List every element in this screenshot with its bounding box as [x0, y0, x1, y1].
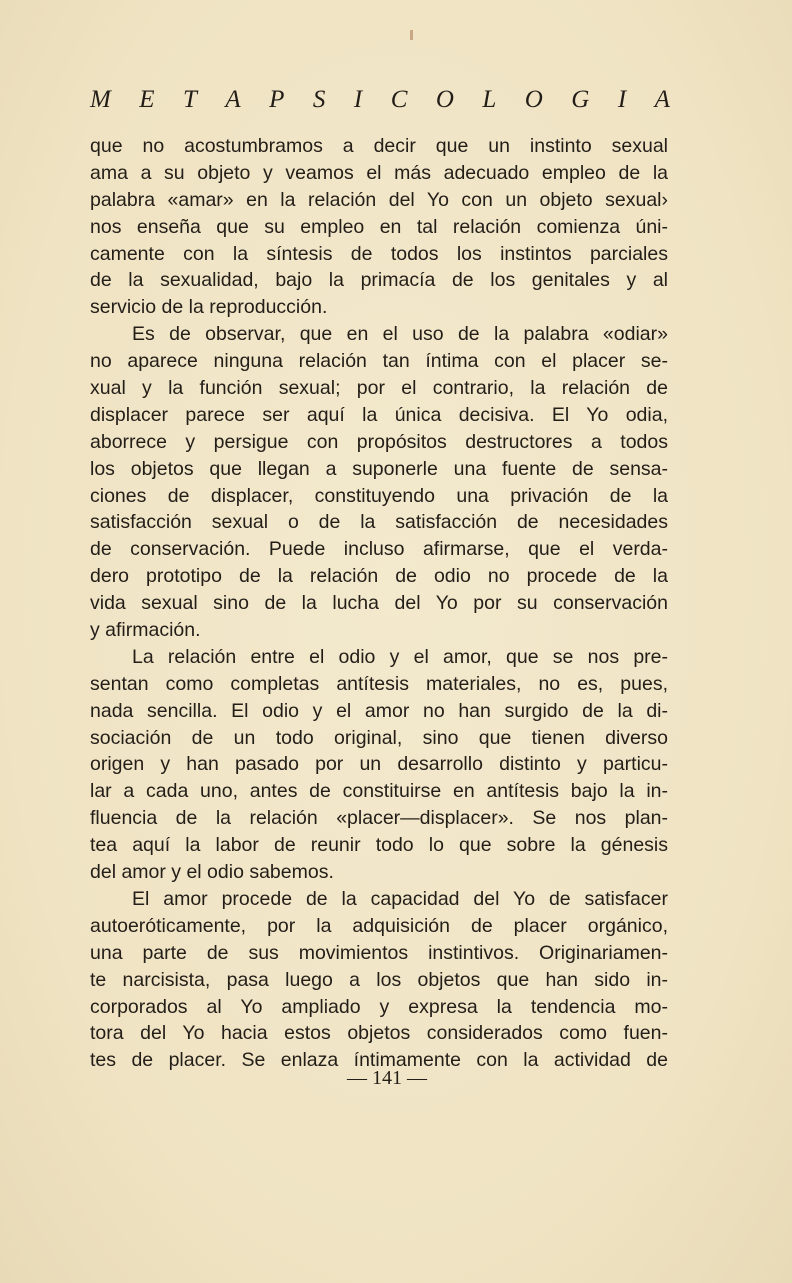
running-head-letter: S [312, 86, 326, 113]
running-head-letter: A [654, 86, 670, 113]
running-head [90, 86, 670, 114]
text-line: aborrece y persigue con propósitos destructores a todos [90, 430, 668, 453]
text-line: camente con la síntesis de todos los instintos parciales [90, 242, 668, 265]
text-line: no aparece ninguna relación tan íntima con el placer se- [90, 350, 668, 373]
body-text [90, 133, 668, 1074]
running-head-letter: E [139, 86, 155, 113]
running-head-letter: C [390, 86, 408, 113]
running-head-letter: T [183, 86, 197, 113]
text-line: sentan como completas antítesis materiales, no es, pues, [90, 672, 668, 695]
paragraph-first-line: El amor procede de la capacidad del Yo de satisfacer [132, 887, 668, 910]
text-line: los objetos que llegan a suponerle una fuente de sensa- [90, 457, 668, 480]
running-head-letter: I [617, 86, 627, 113]
text-line: de conservación. Puede incluso afirmarse, que el verda- [90, 538, 668, 561]
running-head-letter: P [269, 86, 285, 113]
text-line: lar a cada uno, antes de constituirse en antítesis bajo la in- [90, 780, 668, 803]
text-line: dero prototipo de la relación de odio no procede de la [90, 565, 668, 588]
running-head-letter: M [90, 86, 111, 113]
text-line: una parte de sus movimientos instintivos. Originariamen- [90, 941, 668, 964]
text-line: de la sexualidad, bajo la primacía de los genitales y al [90, 269, 668, 292]
text-line: fluencia de la relación «placer—displacer». Se nos plan- [90, 807, 668, 830]
text-line: que no acostumbramos a decir que un instinto sexual [90, 135, 668, 157]
page-number: — 141 — [347, 1067, 427, 1089]
text-line: del amor y el odio sabemos. [90, 861, 334, 884]
text-line: ama a su objeto y veamos el más adecuado empleo de la [90, 161, 668, 184]
paper-speck [410, 30, 413, 40]
text-line: displacer parece ser aquí la única decisiva. El Yo odia, [90, 403, 668, 426]
running-head-letter: I [353, 86, 363, 113]
running-head-letter: A [225, 86, 241, 113]
running-head-letter: O [435, 86, 454, 113]
text-line: te narcisista, pasa luego a los objetos que han sido in- [90, 968, 668, 991]
running-head-letter: G [571, 86, 590, 113]
text-line: xual y la función sexual; por el contrario, la relación de [90, 377, 668, 400]
running-head-letter: L [482, 86, 497, 113]
text-line: autoeróticamente, por la adquisición de placer orgánico, [90, 914, 668, 937]
text-line: tea aquí la labor de reunir todo lo que sobre la génesis [90, 834, 668, 857]
text-line: origen y han pasado por un desarrollo distinto y particu- [90, 753, 668, 776]
text-line: nos enseña que su empleo en tal relación comienza úni- [90, 215, 668, 238]
text-line: nada sencilla. El odio y el amor no han surgido de la di- [90, 699, 668, 722]
paragraph-first-line: La relación entre el odio y el amor, que se nos pre- [132, 645, 668, 668]
text-line: palabra «amar» en la relación del Yo con un objeto sexual› [90, 188, 668, 211]
text-line: corporados al Yo ampliado y expresa la tendencia mo- [90, 995, 668, 1018]
paragraph-first-line: Es de observar, que en el uso de la palabra «odiar» [132, 323, 668, 346]
text-line: tes de placer. Se enlaza íntimamente con la actividad de [90, 1049, 668, 1072]
text-line: tora del Yo hacia estos objetos considerados como fuen- [90, 1022, 668, 1045]
text-line: y afirmación. [90, 619, 201, 642]
text-line: vida sexual sino de la lucha del Yo por su conservación [90, 592, 668, 615]
running-head-letter: O [524, 86, 543, 113]
text-line: ciones de displacer, constituyendo una privación de la [90, 484, 668, 507]
text-line: satisfacción sexual o de la satisfacción de necesidades [90, 511, 668, 534]
text-line: sociación de un todo original, sino que tienen diverso [90, 726, 668, 749]
text-line: servicio de la reproducción. [90, 296, 328, 319]
